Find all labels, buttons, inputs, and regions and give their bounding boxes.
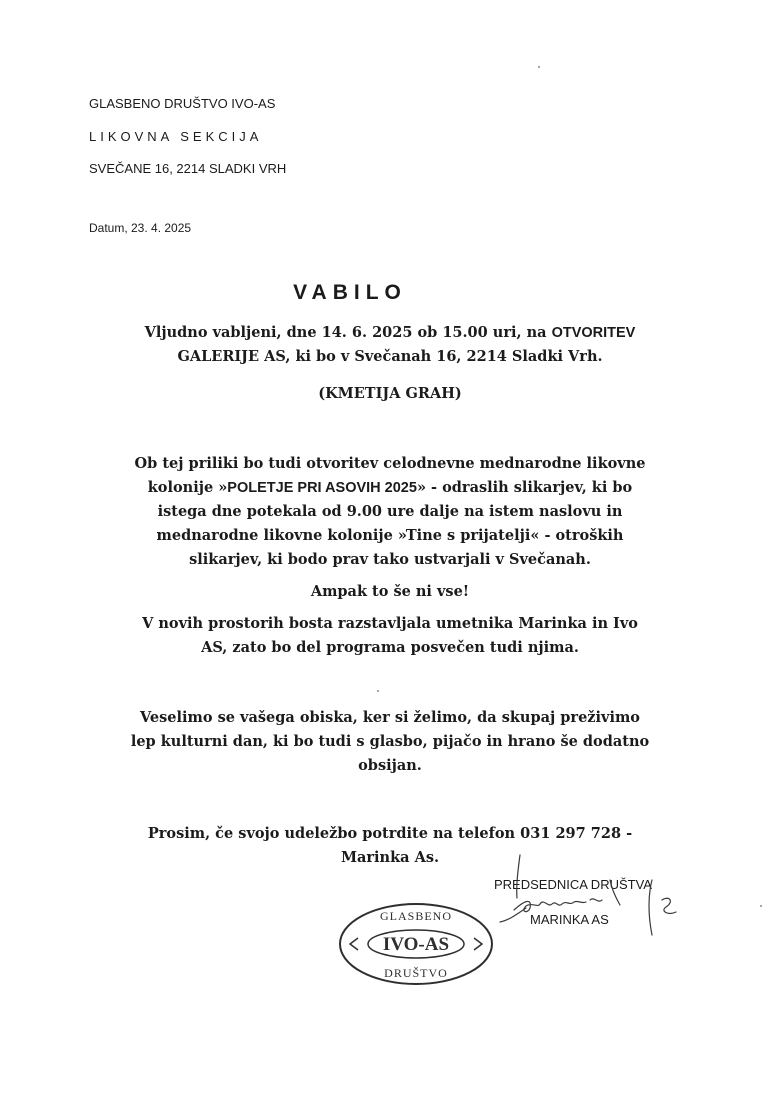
invitation-line-1 [80, 321, 700, 345]
closing-line-2: lep kulturni dan, ki bo tudi s glasbo, pijačo in hrano še dodatno [130, 733, 650, 750]
teaser-line: Ampak to še ni vse! [310, 583, 470, 600]
closing-line-1: Veselimo se vašega obiska, ker si želimo, da skupaj preživimo [140, 709, 640, 726]
scan-speck [760, 905, 762, 907]
stamp-bottom-text: DRUŠTVO [384, 966, 448, 980]
scan-speck [377, 690, 379, 692]
handwritten-signature [470, 850, 700, 940]
invitation-paragraph [80, 321, 700, 369]
colony-paragraph [80, 452, 700, 572]
colony-line-2-c: » - odraslih slikarjev, ki bo [416, 479, 633, 496]
closing-line-3: obsijan. [358, 757, 422, 774]
artists-paragraph [80, 612, 700, 660]
society-stamp [336, 900, 496, 990]
location-note: (KMETIJA GRAH) [318, 385, 462, 402]
rsvp-line-1: Prosim, če svojo udeležbo potrdite na telefon 031 297 728 - [147, 825, 633, 842]
closing-paragraph [80, 706, 700, 778]
colony-line-4: mednarodne likovne kolonije »Tine s prijatelji« - otroških [156, 527, 624, 544]
signer-name: MARINKA AS [530, 912, 609, 927]
stamp-center-text: IVO-AS [382, 934, 450, 955]
colony-line-2 [80, 476, 700, 500]
scan-speck [538, 66, 540, 68]
colony-line-2-a: kolonije » [147, 479, 228, 496]
document-date: Datum, 23. 4. 2025 [89, 221, 192, 235]
colony-event-name: POLETJE PRI ASOVIH 2025 [227, 480, 417, 496]
colony-line-5: slikarjev, ki bodo prav tako ustvarjali v Svečanah. [189, 551, 591, 568]
stamp-top-text: GLASBENO [379, 909, 453, 923]
invitation-line-1-text: Vljudno vabljeni, dne 14. 6. 2025 ob 15.00 uri, na [144, 324, 552, 341]
invitation-line-2: GALERIJE AS, ki bo v Svečanah 16, 2214 Sladki Vrh. [177, 348, 603, 365]
rsvp-line-2: Marinka As. [340, 849, 440, 866]
document-title: VABILO [293, 281, 407, 304]
artists-line-2: AS, zato bo del programa posvečen tudi njima. [201, 639, 579, 656]
section-name: LIKOVNA SEKCIJA [89, 129, 263, 144]
signer-title: PREDSEDNICA DRUŠTVA [494, 877, 652, 892]
organization-address: SVEČANE 16, 2214 SLADKI VRH [89, 161, 287, 176]
invitation-opening-keyword: OTVORITEV [551, 325, 636, 341]
colony-line-3: istega dne potekala od 9.00 ure dalje na istem naslovu in [157, 503, 623, 520]
artists-line-1: V novih prostorih bosta razstavljala umetnika Marinka in Ivo [142, 615, 638, 632]
organization-name: GLASBENO DRUŠTVO IVO-AS [89, 96, 276, 111]
colony-line-1: Ob tej priliki bo tudi otvoritev celodnevne mednarodne likovne [134, 455, 646, 472]
